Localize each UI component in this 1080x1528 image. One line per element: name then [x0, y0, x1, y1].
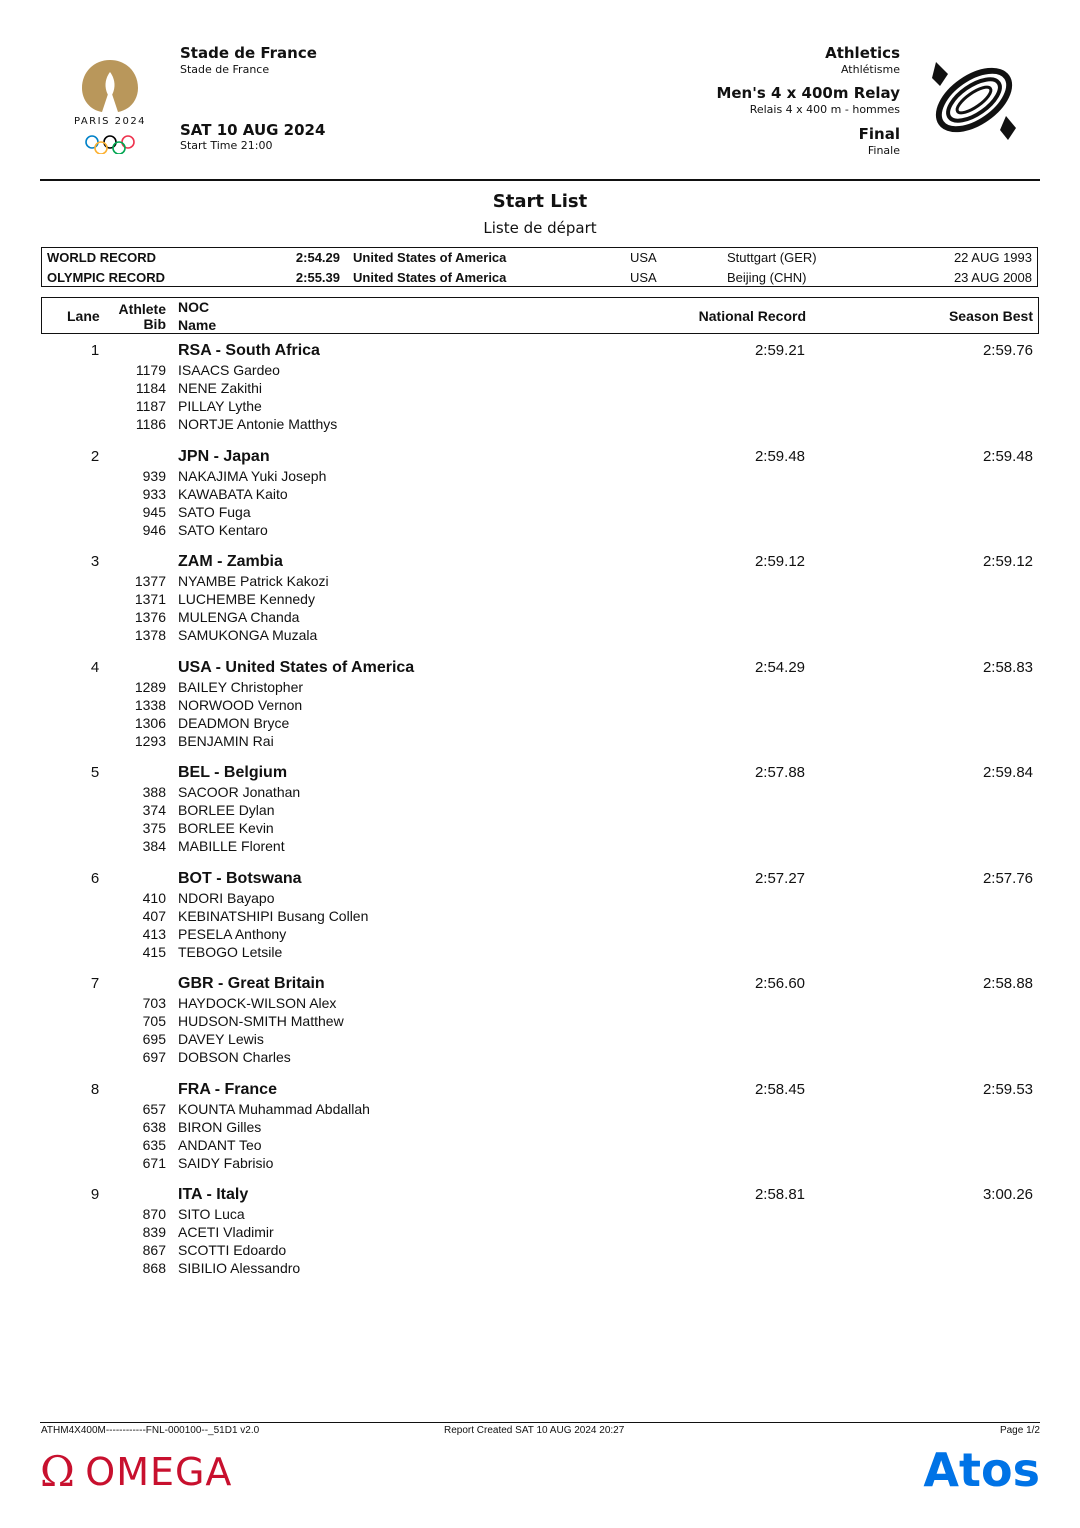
record-place: Beijing (CHN) — [727, 270, 807, 285]
athlete-bib: 415 — [142, 943, 166, 960]
athlete-row — [40, 362, 640, 380]
sport: Athletics — [825, 44, 900, 62]
athlete-name: TEBOGO Letsile — [178, 943, 283, 960]
athlete-name: PILLAY Lythe — [178, 398, 262, 414]
national-record: 2:56.60 — [754, 975, 805, 992]
col-national-record: National Record — [698, 308, 806, 324]
athlete-bib: 1377 — [134, 573, 166, 589]
world-record-row — [42, 248, 1037, 268]
record-place: Stuttgart (GER) — [727, 250, 817, 265]
season-best: 2:59.76 — [982, 342, 1033, 359]
athlete-bib: 703 — [142, 995, 166, 1011]
athlete-row — [40, 1242, 640, 1260]
lane-number: 9 — [90, 1186, 100, 1203]
athlete-name: HAYDOCK-WILSON Alex — [178, 995, 337, 1011]
athlete-row — [40, 573, 640, 591]
athlete-bib: 388 — [142, 784, 166, 800]
olympic-record-row — [42, 268, 1037, 288]
athlete-row — [40, 1031, 640, 1049]
athlete-row — [40, 1119, 640, 1137]
doc-code: ATHM4X400M------------FNL-000100--_51D1 v2.0 — [41, 1425, 260, 1436]
national-record: 2:58.45 — [754, 1080, 805, 1098]
athlete-row — [40, 1155, 640, 1173]
athlete-name: BENJAMIN Rai — [178, 732, 274, 749]
team-noc: GBR - Great Britain — [178, 975, 325, 992]
athlete-bib: 384 — [142, 838, 166, 854]
athlete-row — [40, 522, 640, 540]
athlete-name: ACETI Vladimir — [178, 1224, 274, 1240]
record-date: 23 AUG 2008 — [953, 270, 1032, 285]
record-label: WORLD RECORD — [47, 250, 157, 265]
logo-text: PARIS 2024 — [73, 116, 147, 127]
season-best: 2:58.83 — [982, 658, 1033, 676]
athlete-bib: 374 — [142, 802, 166, 818]
lane-number: 5 — [90, 764, 100, 781]
athlete-bib: 945 — [142, 503, 166, 520]
athlete-bib: 697 — [142, 1049, 166, 1065]
athlete-row — [40, 380, 640, 398]
athlete-row — [40, 995, 640, 1013]
team-entry — [40, 1081, 1040, 1177]
athlete-row — [40, 1224, 640, 1242]
athlete-row — [40, 715, 640, 733]
athlete-row — [40, 820, 640, 838]
athlete-row — [40, 609, 640, 627]
athlete-bib: 705 — [142, 1013, 166, 1029]
season-best: 2:58.88 — [982, 975, 1033, 992]
athlete-name: SATO Fuga — [178, 503, 251, 520]
team-noc: USA - United States of America — [178, 658, 415, 676]
athlete-bib: 939 — [142, 467, 166, 484]
athlete-name: MABILLE Florent — [178, 838, 285, 854]
athlete-row — [40, 504, 640, 522]
athlete-row — [40, 784, 640, 802]
athlete-row — [40, 697, 640, 715]
athlete-name: NORWOOD Vernon — [178, 696, 303, 713]
athlete-name: NENE Zakithi — [178, 380, 263, 396]
national-record: 2:54.29 — [754, 658, 805, 676]
season-best: 3:00.26 — [982, 1186, 1033, 1203]
athlete-bib: 870 — [142, 1206, 166, 1222]
athlete-name: ISAACS Gardeo — [178, 362, 280, 378]
athlete-name: SITO Luca — [178, 1206, 245, 1222]
team-entry — [40, 342, 1040, 438]
col-lane: Lane — [67, 308, 100, 324]
footer-rule — [40, 1422, 1040, 1423]
athlete-row — [40, 1101, 640, 1119]
athlete-name: SAMUKONGA Muzala — [178, 627, 318, 643]
phase-fr: Finale — [867, 144, 900, 157]
athlete-bib: 1306 — [134, 714, 166, 731]
athlete-bib: 1289 — [134, 678, 166, 695]
athlete-bib: 867 — [142, 1242, 166, 1258]
col-athlete: Athlete — [118, 301, 166, 317]
national-record: 2:59.12 — [754, 553, 805, 570]
start-time: Start Time 21:00 — [180, 139, 273, 152]
athlete-name: BIRON Gilles — [178, 1118, 262, 1135]
venue: Stade de France — [180, 44, 317, 62]
athlete-row — [40, 1013, 640, 1031]
athlete-name: SIBILIO Alessandro — [178, 1260, 301, 1276]
team-noc: RSA - South Africa — [178, 342, 320, 359]
season-best: 2:59.48 — [982, 447, 1033, 465]
team-noc: BOT - Botswana — [178, 869, 302, 887]
report-created: Report Created SAT 10 AUG 2024 20:27 — [444, 1425, 625, 1436]
athletics-pictogram-icon — [926, 56, 1022, 144]
athlete-row — [40, 398, 640, 416]
athlete-name: SATO Kentaro — [178, 521, 268, 538]
paris-2024-logo — [74, 58, 146, 154]
record-noc: USA — [630, 270, 657, 285]
record-date: 22 AUG 1993 — [953, 250, 1032, 265]
athlete-name: KEBINATSHIPI Busang Collen — [178, 907, 369, 924]
athlete-row — [40, 1137, 640, 1155]
athlete-name: SCOTTI Edoardo — [178, 1242, 287, 1258]
athlete-row — [40, 908, 640, 926]
athlete-bib: 671 — [142, 1154, 166, 1171]
team-entry — [40, 1186, 1040, 1282]
team-noc: ITA - Italy — [178, 1186, 249, 1203]
athlete-bib: 1293 — [134, 732, 166, 749]
record-holder: United States of America — [353, 270, 507, 285]
atos-logo: Atos — [923, 1443, 1040, 1497]
record-label: OLYMPIC RECORD — [47, 270, 165, 285]
athlete-name: DEADMON Bryce — [178, 714, 290, 731]
athlete-name: NYAMBE Patrick Kakozi — [178, 573, 329, 589]
lane-number: 4 — [90, 658, 100, 676]
national-record: 2:59.21 — [754, 342, 805, 359]
record-holder: United States of America — [353, 250, 507, 265]
athlete-bib: 1186 — [135, 416, 166, 432]
athlete-row — [40, 1206, 640, 1224]
athlete-bib: 1338 — [134, 696, 166, 713]
athlete-row — [40, 944, 640, 962]
sport-fr: Athlétisme — [840, 63, 900, 76]
athlete-bib: 695 — [142, 1031, 166, 1047]
team-noc: FRA - France — [178, 1080, 277, 1098]
athlete-name: MULENGA Chanda — [178, 609, 300, 625]
team-entry — [40, 553, 1040, 649]
athlete-name: LUCHEMBE Kennedy — [178, 591, 315, 607]
athlete-bib: 1184 — [135, 380, 166, 396]
athlete-name: HUDSON-SMITH Matthew — [178, 1013, 344, 1029]
athlete-bib: 635 — [142, 1136, 166, 1153]
lane-number: 1 — [90, 342, 100, 359]
athlete-row — [40, 468, 640, 486]
athlete-row — [40, 838, 640, 856]
athlete-row — [40, 890, 640, 908]
team-entry — [40, 975, 1040, 1071]
athlete-name: PESELA Anthony — [178, 925, 287, 942]
lane-number: 7 — [90, 975, 100, 992]
col-name: Name — [178, 317, 217, 333]
athlete-row — [40, 926, 640, 944]
athlete-row — [40, 802, 640, 820]
athlete-name: BORLEE Kevin — [178, 820, 274, 836]
athlete-bib: 1378 — [134, 627, 166, 643]
lane-number: 2 — [90, 447, 100, 465]
athlete-bib: 946 — [142, 521, 166, 538]
athlete-row — [40, 679, 640, 697]
team-noc: JPN - Japan — [178, 447, 270, 465]
athlete-bib: 839 — [142, 1224, 166, 1240]
venue-fr: Stade de France — [180, 63, 270, 76]
omega-logo — [40, 1447, 233, 1496]
athlete-row — [40, 416, 640, 434]
lane-number: 3 — [90, 553, 100, 570]
doc-title: Start List — [492, 191, 588, 212]
col-bib: Bib — [143, 316, 166, 332]
team-noc: BEL - Belgium — [178, 764, 288, 781]
phase: Final — [858, 125, 900, 143]
doc-title-fr: Liste de départ — [483, 219, 597, 237]
athlete-name: NORTJE Antonie Matthys — [178, 416, 338, 432]
athlete-row — [40, 733, 640, 751]
event-name: Men's 4 x 400m Relay — [716, 84, 900, 102]
athlete-bib: 657 — [142, 1100, 166, 1117]
col-season-best: Season Best — [948, 308, 1033, 324]
page-number: Page 1/2 — [999, 1425, 1040, 1436]
col-noc: NOC — [178, 299, 210, 315]
team-entry — [40, 764, 1040, 860]
omega-wordmark: OMEGA — [85, 1450, 233, 1494]
season-best: 2:59.12 — [982, 553, 1033, 570]
athlete-row — [40, 486, 640, 504]
record-time: 2:55.39 — [295, 270, 340, 285]
season-best: 2:59.53 — [982, 1080, 1033, 1098]
athlete-name: KAWABATA Kaito — [178, 485, 288, 502]
header-rule — [40, 179, 1040, 181]
athlete-name: ANDANT Teo — [178, 1136, 262, 1153]
national-record: 2:57.27 — [754, 869, 805, 887]
season-best: 2:57.76 — [982, 869, 1033, 887]
omega-symbol-icon: Ω — [40, 1447, 75, 1496]
athlete-name: DAVEY Lewis — [178, 1031, 264, 1047]
athlete-name: SACOOR Jonathan — [178, 784, 301, 800]
national-record: 2:59.48 — [754, 447, 805, 465]
records-box — [41, 247, 1038, 287]
national-record: 2:57.88 — [754, 764, 805, 781]
athlete-bib: 413 — [142, 925, 166, 942]
athlete-name: BAILEY Christopher — [178, 678, 304, 695]
athlete-bib: 375 — [142, 820, 166, 836]
event-date: SAT 10 AUG 2024 — [180, 121, 326, 139]
athlete-bib: 407 — [142, 907, 166, 924]
athlete-row — [40, 1260, 640, 1278]
record-time: 2:54.29 — [295, 250, 340, 265]
team-entry — [40, 659, 1040, 755]
athlete-name: DOBSON Charles — [178, 1049, 291, 1065]
athlete-row — [40, 1049, 640, 1067]
athlete-bib: 933 — [142, 485, 166, 502]
column-header — [41, 297, 1039, 334]
athlete-bib: 410 — [142, 889, 166, 906]
athlete-name: SAIDY Fabrisio — [178, 1154, 274, 1171]
athlete-bib: 868 — [142, 1260, 166, 1276]
athlete-name: BORLEE Dylan — [178, 802, 275, 818]
lane-number: 8 — [90, 1080, 100, 1098]
event-name-fr: Relais 4 x 400 m - hommes — [749, 103, 900, 116]
athlete-name: NAKAJIMA Yuki Joseph — [178, 467, 327, 484]
athlete-name: KOUNTA Muhammad Abdallah — [178, 1100, 370, 1117]
athlete-name: NDORI Bayapo — [178, 889, 275, 906]
athlete-bib: 1187 — [135, 398, 166, 414]
record-noc: USA — [630, 250, 657, 265]
athlete-row — [40, 627, 640, 645]
athlete-row — [40, 591, 640, 609]
athlete-bib: 638 — [142, 1118, 166, 1135]
athlete-bib: 1371 — [134, 591, 166, 607]
team-entry — [40, 870, 1040, 966]
team-entry — [40, 448, 1040, 544]
season-best: 2:59.84 — [982, 764, 1033, 781]
national-record: 2:58.81 — [754, 1186, 805, 1203]
athlete-bib: 1179 — [135, 362, 166, 378]
team-noc: ZAM - Zambia — [178, 553, 283, 570]
lane-number: 6 — [90, 869, 100, 887]
athlete-bib: 1376 — [134, 609, 166, 625]
